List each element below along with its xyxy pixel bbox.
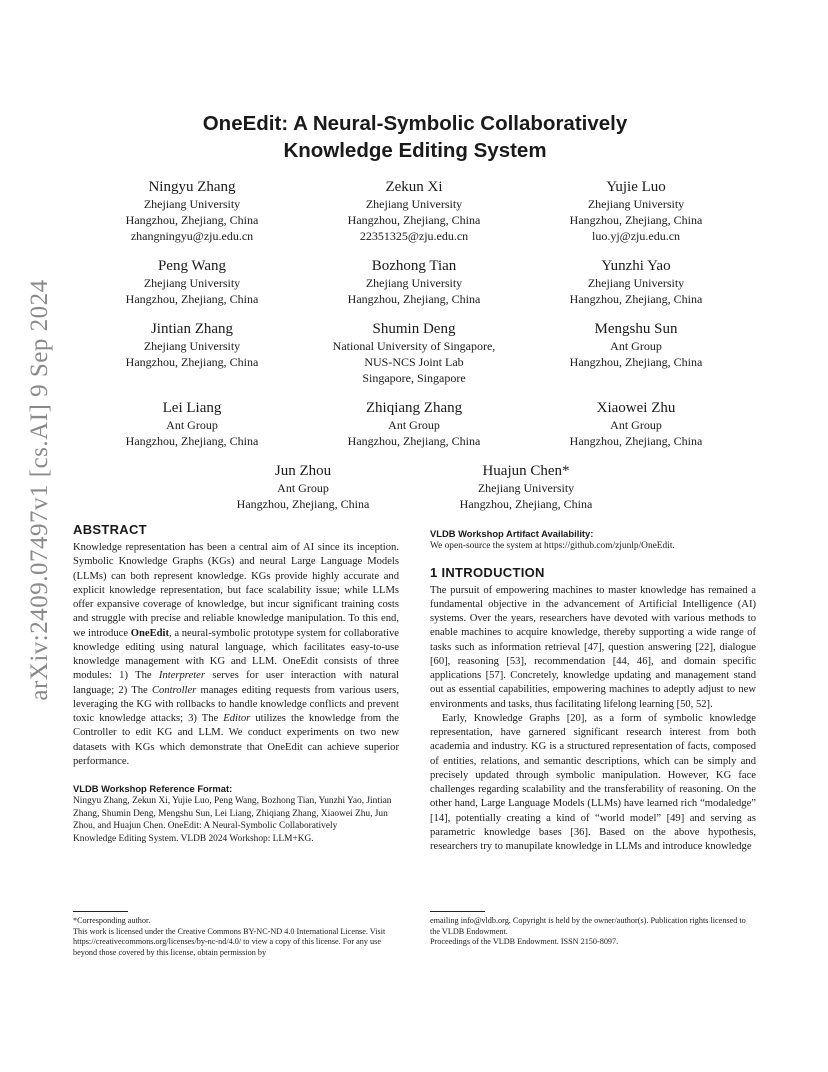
author-affiliation-line: Ant Group bbox=[610, 418, 662, 432]
author-affiliation-line: Hangzhou, Zhejiang, China bbox=[569, 213, 703, 228]
author-affiliation-line: Hangzhou, Zhejiang, China bbox=[125, 355, 259, 370]
author-5 bbox=[304, 257, 524, 307]
reference-format-heading: VLDB Workshop Reference Format: bbox=[73, 783, 233, 794]
author-affiliation-line: Hangzhou, Zhejiang, China bbox=[125, 434, 259, 449]
author-affiliation-line: Zhejiang University bbox=[143, 276, 241, 290]
author-affiliation-line: Hangzhou, Zhejiang, China bbox=[569, 292, 703, 307]
author-affiliation-line: Ant Group bbox=[166, 418, 218, 432]
arxiv-stamp bbox=[26, 279, 54, 701]
author-13 bbox=[193, 462, 413, 512]
author-affiliation-line: Hangzhou, Zhejiang, China bbox=[347, 292, 481, 307]
author-affiliation-line: zhangningyu@zju.edu.cn bbox=[130, 229, 254, 244]
footnote-rule-left bbox=[73, 911, 128, 912]
copyright-note: emailing info@vldb.org. Copyright is held by the owner/author(s). Publication rights licensed to the VLDB Endowment. bbox=[430, 916, 746, 936]
author-8 bbox=[304, 320, 524, 387]
author-name: Jun Zhou bbox=[274, 463, 332, 479]
author-2 bbox=[304, 178, 524, 245]
author-affiliation-line: Hangzhou, Zhejiang, China bbox=[236, 497, 370, 512]
author-affiliation-line: Ant Group bbox=[388, 418, 440, 432]
author-3 bbox=[526, 178, 746, 245]
author-9 bbox=[526, 320, 746, 370]
paper-title bbox=[120, 110, 710, 164]
title-line-1: OneEdit: A Neural-Symbolic Collaboratively bbox=[202, 112, 628, 135]
author-name: Huajun Chen* bbox=[482, 463, 570, 479]
author-name: Xiaowei Zhu bbox=[596, 400, 676, 416]
intro-heading: 1 INTRODUCTION bbox=[430, 564, 545, 580]
author-name: Yunzhi Yao bbox=[601, 258, 671, 274]
author-affiliation-line: Zhejiang University bbox=[143, 197, 241, 211]
proceedings-note: Proceedings of the VLDB Endowment. ISSN 2150-8097. bbox=[430, 937, 619, 947]
author-12 bbox=[526, 399, 746, 449]
license-note: This work is licensed under the Creative Commons BY-NC-ND 4.0 International License. Visit https://creativecommons.org/licenses/by-nc-nd/4.0/ to view a copy of this license. For any use beyond those covered by this license, obtain permission by bbox=[73, 926, 386, 958]
author-affiliation-line: Hangzhou, Zhejiang, China bbox=[569, 355, 703, 370]
author-7 bbox=[82, 320, 302, 370]
footnote-rule-right bbox=[430, 911, 485, 912]
author-1 bbox=[82, 178, 302, 245]
author-11 bbox=[304, 399, 524, 449]
author-affiliation-line: 22351325@zju.edu.cn bbox=[359, 229, 469, 244]
arxiv-id: arXiv:2409.07497v1 [cs.AI] 9 Sep 2024 bbox=[26, 279, 53, 701]
author-affiliation-line: Zhejiang University bbox=[587, 276, 685, 290]
author-name: Ningyu Zhang bbox=[148, 179, 236, 195]
author-affiliation-line: National University of Singapore, bbox=[332, 339, 496, 353]
author-affiliation-line: Zhejiang University bbox=[477, 481, 575, 495]
abstract-text: Knowledge representation has been a central aim of AI since its inception. Symbolic Knowledge Graphs (KGs) and neural Large Language Models (LLMs) can both represent knowledge. KGs provide highly accurate and explicit knowledge representation, but face scalability issue; while LLMs offer expansive coverage of knowledge, but incur significant training costs and struggle with precise and reliable knowledge manipulation. To this end, we introduce OneEdit, a neural-symbolic prototype system for collaborative knowledge editing using natural language, which facilitates easy-to-use knowledge management with KG and LLM. OneEdit consists of three modules: 1) The Interpreter serves for user interaction with natural language; 2) The Controller manages editing requests from various users, leveraging the KG with rollbacks to handle knowledge conflicts and prevent toxic knowledge attacks; 3) The Editor utilizes the knowledge from the Controller to edit KG and LLM. We conduct experiments on two new datasets with KGs which demonstrate that OneEdit can achieve superior performance. bbox=[73, 542, 399, 767]
author-affiliation-line: Hangzhou, Zhejiang, China bbox=[347, 213, 481, 228]
author-name: Yujie Luo bbox=[606, 179, 666, 195]
footnote-left bbox=[73, 916, 399, 959]
author-affiliation-line: Hangzhou, Zhejiang, China bbox=[569, 434, 703, 449]
author-affiliation-line: Hangzhou, Zhejiang, China bbox=[459, 497, 593, 512]
abstract-heading: ABSTRACT bbox=[73, 522, 147, 537]
author-affiliation-line: Ant Group bbox=[610, 339, 662, 353]
author-14 bbox=[416, 462, 636, 512]
author-affiliation-line: Singapore, Singapore bbox=[362, 371, 466, 386]
intro-paragraph-2: Early, Knowledge Graphs [20], as a form of symbolic knowledge representation, have garnered significant research interest from both academia and industry. KG is a structured representation of facts, composed of entities, relations, and semantic descriptions, which can be simply and precisely updated through symbolic manipulation. However, KG face challenges regarding scalability and the transferability of reasoning. On the other hand, Large Language Models (LLMs) have learned rich “modaledge” [14], potentially creating a kind of “world model” [49] and serving as parametric knowledge bases [36]. Based on the above hypothesis, researchers try to manupilate knowledge in LLMs and introduce knowledge bbox=[430, 712, 756, 852]
author-affiliation-line: NUS-NCS Joint Lab bbox=[364, 355, 464, 370]
left-column bbox=[73, 522, 399, 845]
title-line-2: Knowledge Editing System bbox=[283, 139, 547, 162]
author-affiliation-line: Zhejiang University bbox=[365, 276, 463, 290]
author-affiliation-line: Hangzhou, Zhejiang, China bbox=[125, 213, 259, 228]
author-name: Jintian Zhang bbox=[150, 321, 234, 337]
corresponding-author-note: *Corresponding author. bbox=[73, 916, 151, 925]
author-affiliation-line: Zhejiang University bbox=[143, 339, 241, 353]
author-name: Bozhong Tian bbox=[371, 258, 457, 274]
right-column bbox=[430, 527, 756, 854]
author-name: Lei Liang bbox=[162, 400, 222, 416]
author-affiliation-line: luo.yj@zju.edu.cn bbox=[591, 229, 681, 244]
author-affiliation-line: Ant Group bbox=[277, 481, 329, 495]
footnote-right bbox=[430, 916, 756, 948]
author-name: Zekun Xi bbox=[385, 179, 443, 195]
artifact-heading: VLDB Workshop Artifact Availability: bbox=[430, 528, 594, 539]
author-name: Zhiqiang Zhang bbox=[365, 400, 463, 416]
intro-paragraph-1: The pursuit of empowering machines to master knowledge has remained a fundamental objective in the advancement of Artificial Intelligence (AI) systems. Over the years, researchers have devoted with various methods to enable machines to acquire knowledge, thereby supporting a wide range of tasks such as information retrieval [47], question answering [22], dialogue [60], reasoning [53], recommendation [44, 46], and domain specific applications [57]. Concretely, knowledge updating and management stand out as essential capabilities, empowering machines to adeptly adjust to new environments and tasks, thus facilitating lifelong learning [50, 52]. bbox=[430, 584, 756, 710]
author-affiliation-line: Hangzhou, Zhejiang, China bbox=[347, 434, 481, 449]
artifact-text: We open-source the system at https://github.com/zjunlp/OneEdit. bbox=[430, 541, 675, 551]
author-affiliation-line: Zhejiang University bbox=[365, 197, 463, 211]
author-affiliation-line: Hangzhou, Zhejiang, China bbox=[125, 292, 259, 307]
author-name: Mengshu Sun bbox=[594, 321, 678, 337]
author-4 bbox=[82, 257, 302, 307]
author-6 bbox=[526, 257, 746, 307]
author-affiliation-line: Zhejiang University bbox=[587, 197, 685, 211]
author-name: Shumin Deng bbox=[372, 321, 456, 337]
author-name: Peng Wang bbox=[157, 258, 227, 274]
reference-format-text: Ningyu Zhang, Zekun Xi, Yujie Luo, Peng Wang, Bozhong Tian, Yunzhi Yao, Jintian Zhang, Shumin Deng, Mengshu Sun, Lei Liang, Zhiqiang Zhang, Xiaowei Zhu, Jun Zhou, and Huajun Chen. OneEdit: A Neural-Symbolic Collaboratively Knowledge Editing System. VLDB 2024 Workshop: LLM+KG. bbox=[73, 796, 392, 844]
author-10 bbox=[82, 399, 302, 449]
